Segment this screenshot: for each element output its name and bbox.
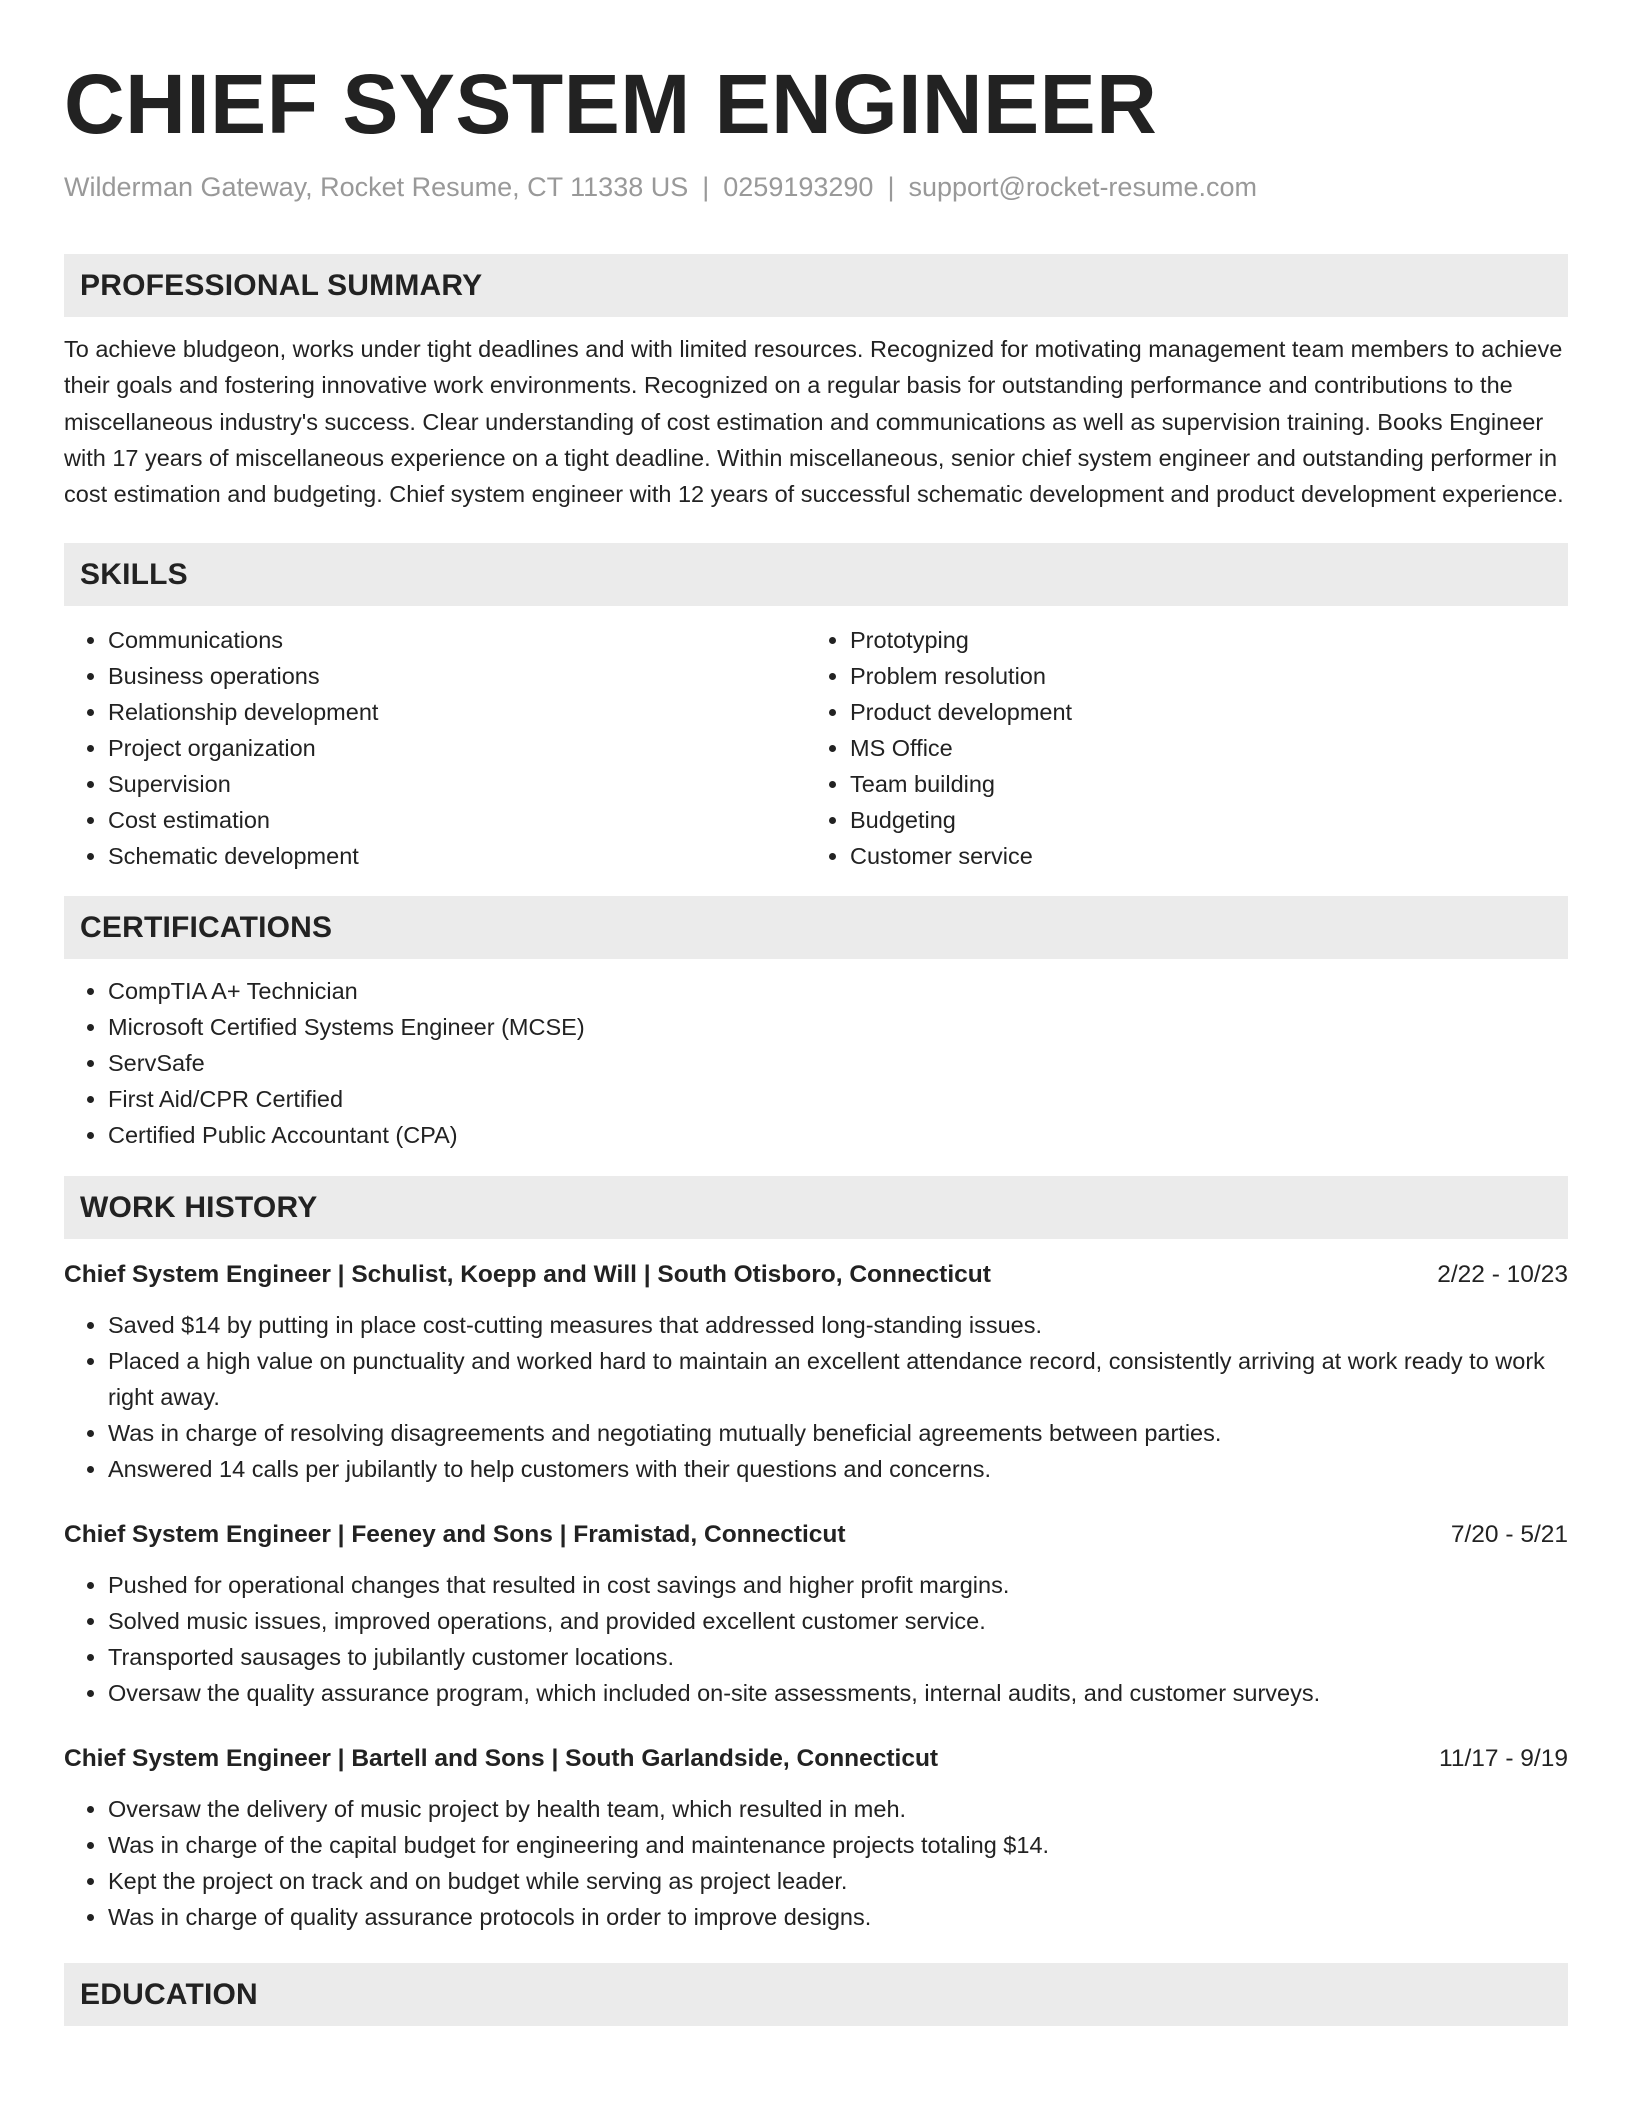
skill-item: • MS Office (850, 730, 1548, 766)
skill-item: • Relationship development (108, 694, 806, 730)
skill-item: • Prototyping (850, 622, 1548, 658)
job-bullet: • Placed a high value on punctuality and worked hard to maintain an excellent attendance record, consistently arriving at work ready to work right away. (108, 1343, 1568, 1415)
contact-address: Wilderman Gateway, Rocket Resume, CT 11338 US (64, 172, 689, 202)
job-entry (64, 1257, 1568, 1487)
job-bullets (64, 1567, 1568, 1711)
certification-item: • Microsoft Certified Systems Engineer (MCSE) (108, 1009, 1568, 1045)
job-bullets (64, 1791, 1568, 1935)
skill-item: • Team building (850, 766, 1548, 802)
job-bullet: • Was in charge of resolving disagreements and negotiating mutually beneficial agreements between parties. (108, 1415, 1568, 1451)
job-dates: 11/17 - 9/19 (1439, 1745, 1568, 1773)
job-bullet: • Solved music issues, improved operations, and provided excellent customer service. (108, 1603, 1568, 1639)
skill-item: • Product development (850, 694, 1548, 730)
skill-item: • Project organization (108, 730, 806, 766)
job-dates: 7/20 - 5/21 (1450, 1521, 1568, 1549)
skills-column-left (64, 622, 806, 874)
job-bullet: • Kept the project on track and on budget while serving as project leader. (108, 1863, 1568, 1899)
certifications-list (64, 973, 1568, 1153)
job-heading: Chief System Engineer | Feeney and Sons | Framistad, Connecticut (64, 1521, 846, 1549)
skill-item: • Cost estimation (108, 802, 806, 838)
certification-item: • CompTIA A+ Technician (108, 973, 1568, 1009)
section-header-certifications: CERTIFICATIONS (64, 896, 1568, 959)
job-bullet: • Oversaw the delivery of music project by health team, which resulted in meh. (108, 1791, 1568, 1827)
job-bullet: • Was in charge of quality assurance protocols in order to improve designs. (108, 1899, 1568, 1935)
job-bullets (64, 1307, 1568, 1487)
contact-separator: | (887, 172, 895, 202)
skill-item: • Problem resolution (850, 658, 1548, 694)
job-bullet: • Answered 14 calls per jubilantly to help customers with their questions and concerns. (108, 1451, 1568, 1487)
resume-name-title: CHIEF SYSTEM ENGINEER (64, 57, 1158, 151)
contact-separator: | (702, 172, 710, 202)
job-dates: 2/22 - 10/23 (1437, 1261, 1568, 1289)
contact-email: support@rocket-resume.com (908, 172, 1257, 202)
skill-item: • Schematic development (108, 838, 806, 874)
contact-phone: 0259193290 (723, 172, 874, 202)
skills-list-left (64, 622, 806, 874)
job-heading: Chief System Engineer | Bartell and Sons | South Garlandside, Connecticut (64, 1745, 939, 1773)
job-bullet: • Transported sausages to jubilantly customer locations. (108, 1639, 1568, 1675)
contact-line (64, 170, 1568, 204)
certification-item: • ServSafe (108, 1045, 1568, 1081)
job-heading: Chief System Engineer | Schulist, Koepp and Will | South Otisboro, Connecticut (64, 1261, 991, 1289)
skills-column-right (806, 622, 1548, 874)
skills-grid (64, 622, 1568, 874)
skill-item: • Supervision (108, 766, 806, 802)
job-heading-row (64, 1741, 1568, 1777)
job-bullet: • Oversaw the quality assurance program, which included on-site assessments, internal audits, and customer surveys. (108, 1675, 1568, 1711)
job-bullet: • Pushed for operational changes that resulted in cost savings and higher profit margins. (108, 1567, 1568, 1603)
job-bullet: • Saved $14 by putting in place cost-cutting measures that addressed long-standing issues. (108, 1307, 1568, 1343)
skill-item: • Communications (108, 622, 806, 658)
skills-list-right (806, 622, 1548, 874)
section-header-summary: PROFESSIONAL SUMMARY (64, 254, 1568, 317)
section-header-work-history: WORK HISTORY (64, 1176, 1568, 1239)
section-header-education: EDUCATION (64, 1963, 1568, 2026)
job-entry (64, 1741, 1568, 1935)
certification-item: • First Aid/CPR Certified (108, 1081, 1568, 1117)
skill-item: • Budgeting (850, 802, 1548, 838)
certification-item: • Certified Public Accountant (CPA) (108, 1117, 1568, 1153)
summary-text: To achieve bludgeon, works under tight deadlines and with limited resources. Recognized for motivating management team members to achieve their goals and fostering innovative work environments. Recognized on a regular basis for outstanding performance and contributions to the miscellaneous industry's success. Clear understanding of cost estimation and communications as well as supervision training. Books Engineer with 17 years of miscellaneous experience on a tight deadline. Within miscellaneous, senior chief system engineer and outstanding performer in cost estimation and budgeting. Chief system engineer with 12 years of successful schematic development and product development experience. (64, 336, 1564, 508)
job-heading-row (64, 1257, 1568, 1293)
section-header-skills: SKILLS (64, 543, 1568, 606)
job-bullet: • Was in charge of the capital budget for engineering and maintenance projects totaling $14. (108, 1827, 1568, 1863)
job-heading-row (64, 1517, 1568, 1553)
skill-item: • Customer service (850, 838, 1548, 874)
skill-item: • Business operations (108, 658, 806, 694)
job-entry (64, 1517, 1568, 1711)
